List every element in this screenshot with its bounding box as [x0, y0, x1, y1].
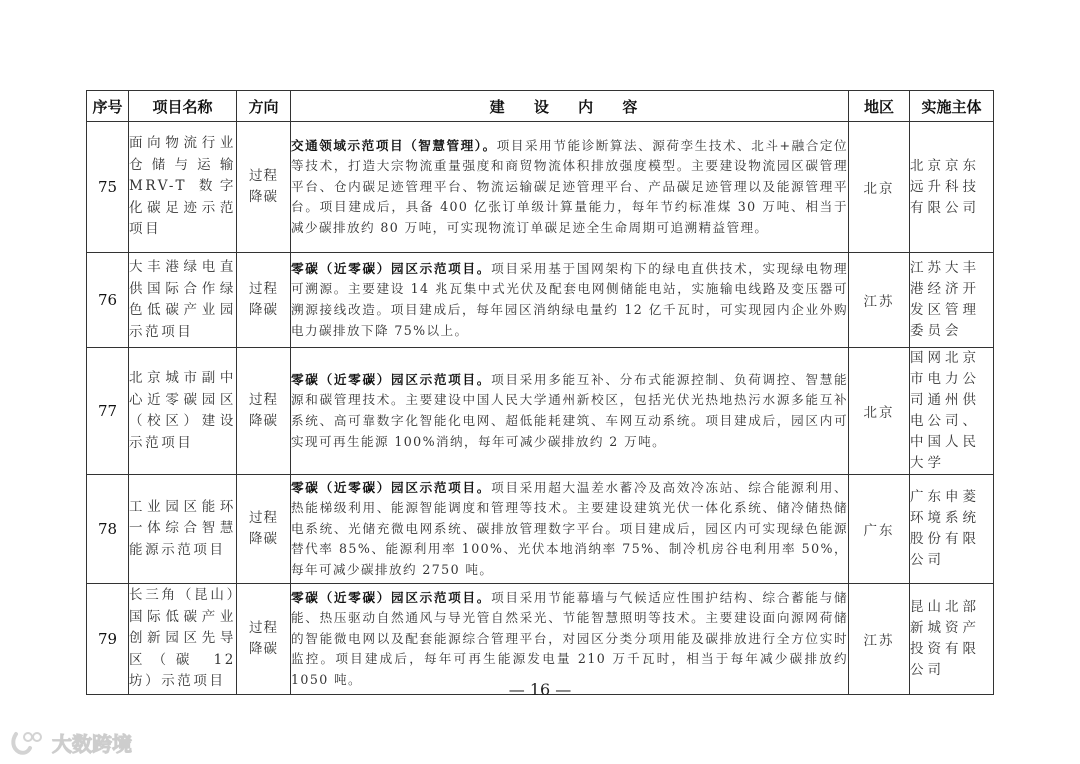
header-direction: 方向 — [237, 91, 291, 122]
direction-text: 过程降碳 — [249, 391, 278, 429]
header-entity: 实施主体 — [910, 91, 994, 122]
row-name: 大丰港绿电直供国际合作绿色低碳产业园示范项目 — [129, 253, 237, 348]
direction-text: 过程降碳 — [249, 619, 278, 657]
header-region: 地区 — [849, 91, 910, 122]
direction-text: 过程降碳 — [249, 167, 278, 205]
row-region: 北京 — [849, 348, 910, 475]
row-name: 北京城市副中心近零碳园区（校区）建设示范项目 — [129, 348, 237, 475]
row-direction — [237, 475, 291, 584]
table-header-row — [87, 91, 994, 122]
content-text: 项目采用基于国网架构下的绿电直供技术，实现绿电物理可溯源。主要建设 14 兆瓦集中式光伏及配套电网侧储能电站，实施输电线路及变压器可溯源接线改造。项目建成后，每年园区消纳绿电量约 12 亿千瓦时，可实现园内企业外购电力碳排放下降 75%以上。 — [291, 260, 849, 338]
header-name: 项目名称 — [129, 91, 237, 122]
table-row — [87, 584, 994, 695]
watermark — [10, 728, 132, 757]
row-entity: 广东申菱环境系统股份有限公司 — [910, 475, 994, 584]
content-text: 项目采用多能互补、分布式能源控制、负荷调控、智慧能源和碳管理技术。主要建设中国人民大学通州新校区，包括光伏光热地热污水源多能互补系统、高可靠数字化智能化电网、超低能耗建筑、车网互动系统。项目建成后，园区内可实现可再生能源 100%消纳，每年可减少碳排放约 2 万吨。 — [291, 371, 849, 449]
row-direction — [237, 584, 291, 695]
page-number: — 16 — — [508, 680, 572, 699]
content-type: 零碳（近零碳）园区示范项目。 — [291, 260, 492, 276]
direction-text: 过程降碳 — [249, 509, 278, 547]
row-num: 77 — [87, 348, 129, 475]
content-text: 项目采用节能诊断算法、源荷孪生技术、北斗+融合定位等技术，打造大宗物流重量强度和商贸物流体积排放强度模型。主要建设物流园区碳管理平台、仓内碳足迹管理平台、物流运输碳足迹管理平台、产品碳足迹管理以及能源管理平台。项目建成后，具备 400 亿张订单级计算量能力，每年节约标准煤 30 万吨、相当于减少碳排放约 80 万吨，可实现物流订单碳足迹全生命周期可追溯精益管理。 — [291, 137, 849, 235]
table-row — [87, 253, 994, 348]
row-entity: 江苏大丰港经济开发区管理委员会 — [910, 253, 994, 348]
content-text: 项目采用节能幕墙与气候适应性围护结构、综合蓄能与储能、热压驱动自然通风与导光管自然采光、节能智慧照明等技术。主要建设面向源网荷储的智能微电网以及配套能源综合管理平台，对园区分类分项用能及碳排放进行全方位实时监控。项目建成后，每年可再生能源发电量 210 万千瓦时，相当于每年减少碳排放约 1050 吨。 — [291, 589, 849, 687]
row-region: 广东 — [849, 475, 910, 584]
row-content — [291, 475, 849, 584]
row-num: 79 — [87, 584, 129, 695]
content-text: 项目采用超大温差水蓄冷及高效冷冻站、综合能源利用、热能梯级利用、能源智能调度和管理等技术。主要建设建筑光伏一体化系统、储冷储热储电系统、光储充微电网系统、碳排放管理数字平台。项目建成后，园区内可实现绿色能源替代率 85%、能源利用率 100%、光伏本地消纳率 75%、制冷机房谷电利用率 50%，每年可减少碳排放约 2750 吨。 — [291, 479, 849, 577]
row-content — [291, 348, 849, 475]
table-row — [87, 122, 994, 253]
content-type: 零碳（近零碳）园区示范项目。 — [291, 589, 492, 605]
row-region: 江苏 — [849, 253, 910, 348]
row-entity: 国网北京市电力公司通州供电公司、中国人民大学 — [910, 348, 994, 475]
direction-text: 过程降碳 — [249, 280, 278, 318]
row-direction — [237, 122, 291, 253]
row-num: 76 — [87, 253, 129, 348]
table-row — [87, 348, 994, 475]
project-table — [86, 90, 994, 695]
row-name: 工业园区能环一体综合智慧能源示范项目 — [129, 475, 237, 584]
header-num: 序号 — [87, 91, 129, 122]
row-content — [291, 253, 849, 348]
row-entity: 北京京东远升科技有限公司 — [910, 122, 994, 253]
row-direction — [237, 253, 291, 348]
row-name: 面向物流行业仓储与运输MRV-T 数字化碳足迹示范项目 — [129, 122, 237, 253]
watermark-text: 大数跨境 — [52, 732, 132, 756]
row-content — [291, 584, 849, 695]
row-direction — [237, 348, 291, 475]
brand-logo-icon — [10, 730, 44, 756]
header-content: 建 设 内 容 — [291, 91, 849, 122]
row-content — [291, 122, 849, 253]
content-type: 零碳（近零碳）园区示范项目。 — [291, 371, 492, 387]
content-type: 零碳（近零碳）园区示范项目。 — [291, 479, 492, 495]
table-row — [87, 475, 994, 584]
row-region: 江苏 — [849, 584, 910, 695]
row-num: 78 — [87, 475, 129, 584]
row-num: 75 — [87, 122, 129, 253]
row-region: 北京 — [849, 122, 910, 253]
row-name: 长三角（昆山）国际低碳产业创新园区先导区（碳 12 坊）示范项目 — [129, 584, 237, 695]
row-entity: 昆山北部新城资产投资有限公司 — [910, 584, 994, 695]
content-type: 交通领域示范项目（智慧管理）。 — [291, 137, 497, 153]
